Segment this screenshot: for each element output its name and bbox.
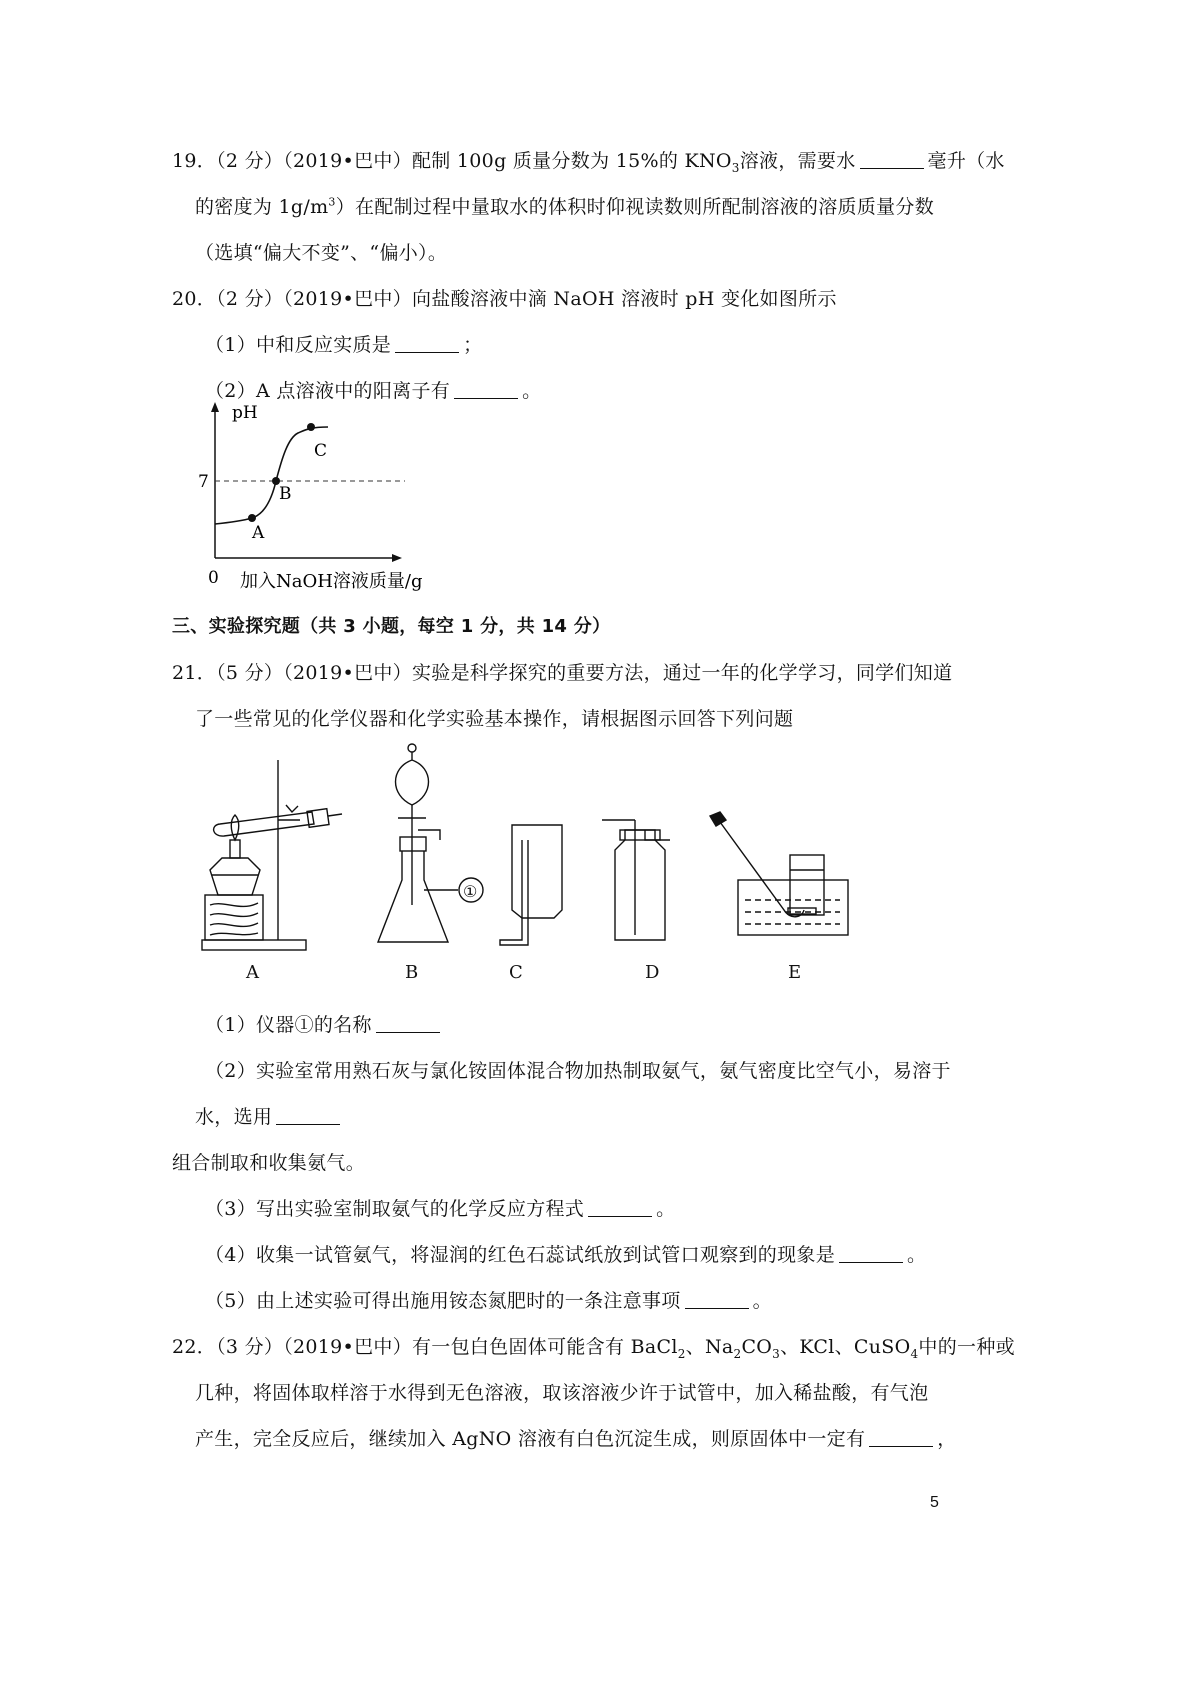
q21-part-3: （3）写出实验室制取氨气的化学反应方程式 。 [205, 1198, 676, 1220]
q22-line-3: 产生，完全反应后，继续加入 AgNO 溶液有白色沉淀生成，则原固体中一定有 ， [195, 1428, 957, 1450]
x-axis-arrow [392, 554, 402, 562]
q20-blank-1[interactable] [395, 336, 459, 353]
q22-line-2: 几种，将固体取样溶于水得到无色溶液，取该溶液少许于试管中，加入稀盐酸，有气泡 [195, 1382, 929, 1404]
q22-blank-1[interactable] [869, 1430, 933, 1447]
q21-part-4: （4）收集一试管氨气，将湿润的红色石蕊试纸放到试管口观察到的现象是 。 [205, 1244, 927, 1266]
x-axis-label: 加入NaOH溶液质量/g [240, 571, 423, 592]
label-c: C [509, 962, 523, 983]
ph-curve [215, 427, 328, 524]
q20-blank-2[interactable] [454, 382, 518, 399]
label-b: B [405, 962, 419, 983]
q20-stem: 20．（2 分）（2019•巴中）向盐酸溶液中滴 NaOH 溶液时 pH 变化如图所示 [172, 288, 837, 310]
q21-part-2-line-1: （2）实验室常用熟石灰与氯化铵固体混合物加热制取氨气，氨气密度比空气小，易溶于 [205, 1060, 951, 1082]
ph-curve-chart [190, 398, 430, 598]
circle-one-label: ① [463, 882, 478, 901]
q19-line-2: 的密度为 $1g/m^3$）在配制过程中量取水的体积时仰视读数则所配制溶液的溶质质量分数 [195, 195, 935, 218]
q21-part-2-line-3: 组合制取和收集氨气。 [172, 1152, 366, 1174]
q21-stem-1: 21．（5 分）（2019•巴中）实验是科学探究的重要方法，通过一年的化学学习，同学们知道 [172, 662, 953, 684]
apparatus-figure [190, 740, 870, 990]
q21-blank-2[interactable] [276, 1108, 340, 1125]
q21-blank-5[interactable] [685, 1292, 749, 1309]
y-axis-arrow [211, 402, 219, 412]
q20-part-2: （2）A 点溶液中的阳离子有 。 [205, 380, 542, 402]
q21-stem-2: 了一些常见的化学仪器和化学实验基本操作，请根据图示回答下列问题 [195, 708, 794, 730]
q21-part-5: （5）由上述实验可得出施用铵态氮肥时的一条注意事项 。 [205, 1290, 772, 1312]
q19-blank-water[interactable] [860, 152, 924, 169]
apparatus-e [710, 812, 848, 935]
point-a [248, 514, 256, 522]
origin-label: 0 [208, 568, 219, 588]
figure-labels [245, 962, 801, 983]
apparatus-b [378, 744, 483, 942]
point-b-label: B [279, 484, 292, 504]
y-axis-label: pH [232, 403, 258, 423]
q19-line-1: 19．（2 分）（2019•巴中）配制 100g 质量分数为 15%的 $KNO_3$溶液，需要水 毫升（水 [172, 150, 1005, 175]
q21-blank-1[interactable] [376, 1016, 440, 1033]
point-c [307, 423, 315, 431]
apparatus-c [500, 825, 562, 945]
q21-part-2-line-2: 水，选用 [195, 1102, 344, 1129]
label-e: E [788, 962, 802, 983]
q21-part-1: （1）仪器①的名称 [205, 1010, 444, 1037]
label-d: D [645, 962, 660, 983]
y-reference-label: 7 [198, 472, 209, 492]
q22-line-1: 22．（3 分）（2019•巴中）有一包白色固体可能含有 BaCl$_2$、$Na_2CO_3$、KCl、CuSO$_4$中的一种或 [172, 1336, 1015, 1361]
q21-blank-4[interactable] [839, 1246, 903, 1263]
point-c-label: C [314, 441, 328, 461]
apparatus-d [602, 820, 670, 940]
section-3-title: 三、实验探究题（共 3 小题，每空 1 分，共 14 分） [172, 616, 611, 637]
q21-blank-3[interactable] [588, 1200, 652, 1217]
q20-part-1: （1）中和反应实质是 ； [205, 334, 483, 356]
apparatus-a [202, 760, 342, 950]
point-a-label: A [252, 523, 265, 543]
page-number: 5 [930, 1494, 939, 1511]
q19-line-3: （选填“偏大不变”、“偏小）。 [195, 242, 448, 264]
label-a: A [246, 962, 259, 983]
